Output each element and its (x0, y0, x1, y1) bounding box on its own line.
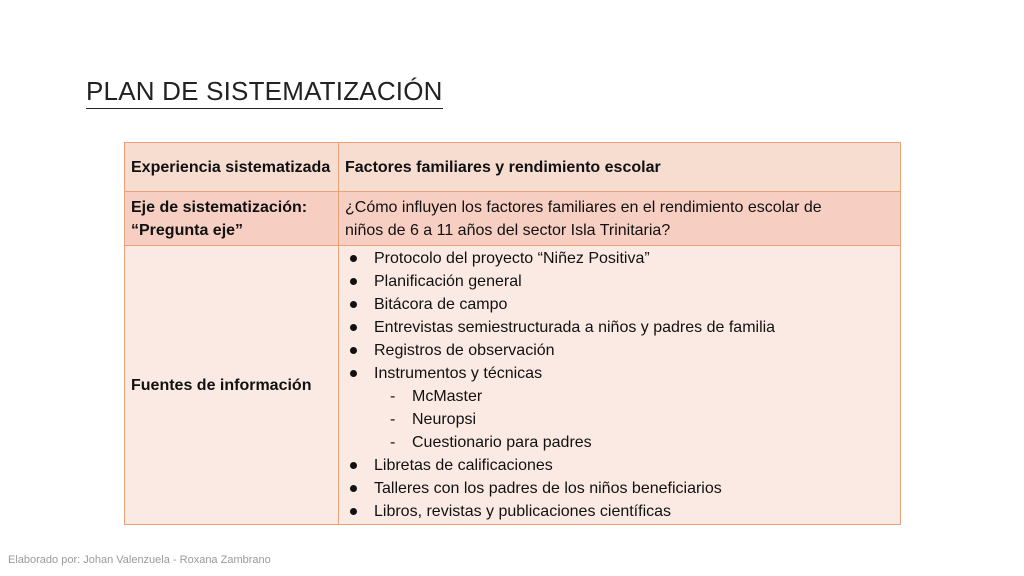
row-label-eje-line2: “Pregunta eje” (131, 221, 244, 239)
bullet-icon (350, 324, 357, 331)
table-row (125, 192, 901, 246)
bullet-icon (350, 508, 357, 515)
row-value-fuentes (339, 246, 901, 525)
plan-table (124, 142, 901, 525)
bullet-icon (350, 462, 357, 469)
sub-list-item: - McMaster (345, 385, 894, 408)
page-title: PLAN DE SISTEMATIZACIÓN (86, 74, 443, 109)
sources-list-continued (345, 454, 894, 523)
bullet-icon (350, 278, 357, 285)
sub-list-item: - Neuropsi (345, 408, 894, 431)
instruments-sublist (345, 385, 894, 454)
table-row (125, 246, 901, 525)
list-item: Instrumentos y técnicas (345, 362, 894, 385)
row-label-eje (125, 192, 339, 246)
bullet-icon (350, 347, 357, 354)
sub-list-item: - Cuestionario para padres (345, 431, 894, 454)
footer-credit: Elaborado por: Johan Valenzuela - Roxana Zambrano (8, 554, 271, 566)
row-label-experiencia: Experiencia sistematizada (125, 143, 339, 192)
list-item: Bitácora de campo (345, 293, 894, 316)
row-label-fuentes: Fuentes de información (125, 246, 339, 525)
sources-list (345, 247, 894, 385)
row-label-eje-line1: Eje de sistematización: (131, 198, 308, 216)
bullet-icon (350, 370, 357, 377)
dash-icon: - (390, 434, 396, 451)
bullet-icon (350, 485, 357, 492)
dash-icon: - (390, 388, 396, 405)
row-value-eje-line1: ¿Cómo influyen los factores familiares en el rendimiento escolar de (345, 198, 822, 216)
list-item: Protocolo del proyecto “Niñez Positiva” (345, 247, 894, 270)
list-item: Entrevistas semiestructurada a niños y padres de familia (345, 316, 894, 339)
row-value-eje (339, 192, 901, 246)
list-item: Libros, revistas y publicaciones científicas (345, 500, 894, 523)
list-item: Libretas de calificaciones (345, 454, 894, 477)
dash-icon: - (390, 411, 396, 428)
table-row (125, 143, 901, 192)
bullet-icon (350, 255, 357, 262)
list-item: Registros de observación (345, 339, 894, 362)
list-item: Planificación general (345, 270, 894, 293)
row-value-eje-line2: niños de 6 a 11 años del sector Isla Trinitaria? (345, 221, 671, 239)
bullet-icon (350, 301, 357, 308)
list-item: Talleres con los padres de los niños beneficiarios (345, 477, 894, 500)
row-value-experiencia: Factores familiares y rendimiento escolar (339, 143, 901, 192)
